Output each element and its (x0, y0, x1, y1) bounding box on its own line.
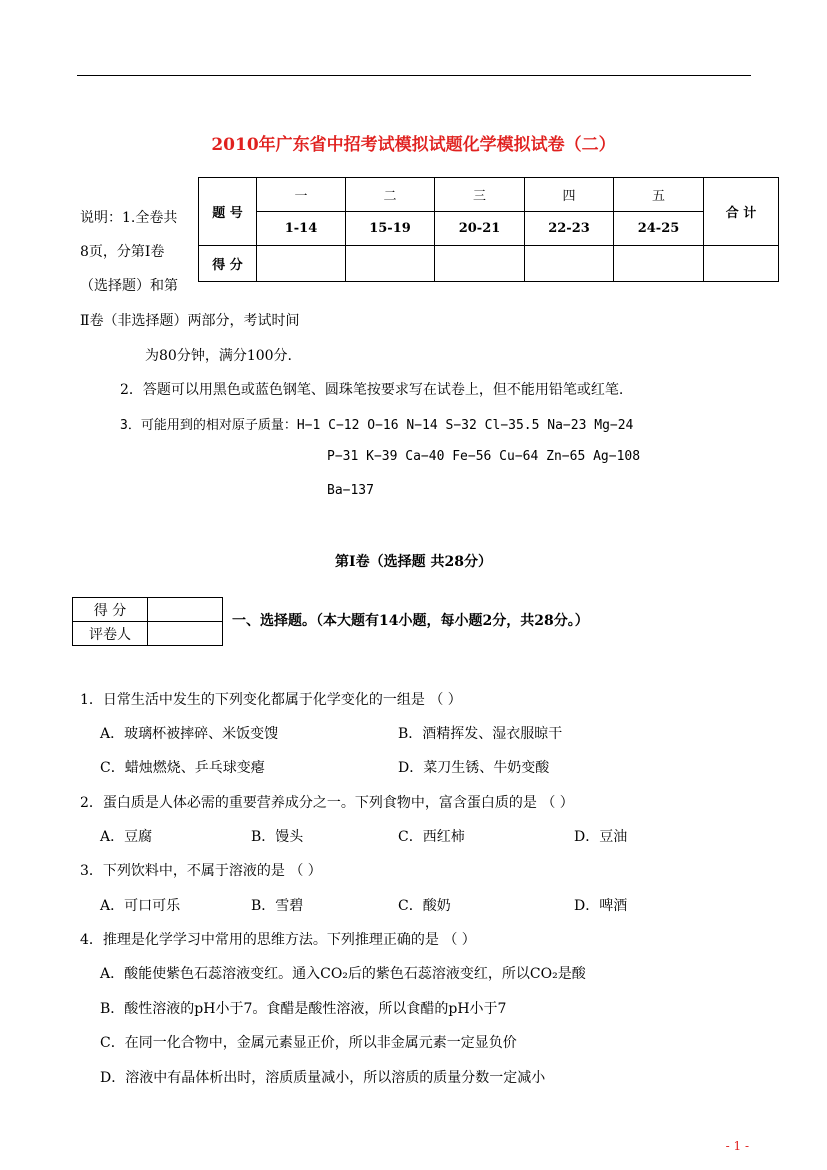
score-cell[interactable] (614, 246, 704, 282)
part-header: 二 (346, 178, 435, 212)
instruction-line: 为80分钟，满分100分. (145, 348, 292, 364)
part-header: 四 (525, 178, 614, 212)
exam-title: 2010年广东省中招考试模拟试题化学模拟试卷（二） (211, 135, 616, 155)
score-cell[interactable] (257, 246, 346, 282)
question-stem: 1．日常生活中发生的下列变化都属于化学变化的一组是 （ ） (80, 692, 462, 708)
instruction-line: 8页，分第Ⅰ卷 (80, 244, 165, 260)
range-cell: 1-14 (257, 212, 346, 246)
question-option[interactable]: A．可口可乐 (100, 898, 181, 914)
score-cell[interactable] (346, 246, 435, 282)
question-option[interactable]: D．啤酒 (574, 898, 628, 914)
question-option[interactable]: A．酸能使紫色石蕊溶液变红。通入CO₂后的紫色石蕊溶液变红，所以CO₂是酸 (100, 966, 586, 982)
question-option[interactable]: A．豆腐 (100, 829, 153, 845)
question-option[interactable]: C．在同一化合物中，金属元素显正价，所以非金属元素一定显负价 (100, 1035, 517, 1051)
score-table (198, 177, 779, 282)
question-number-label: 题 号 (199, 178, 257, 246)
question-stem: 4．推理是化学学习中常用的思维方法。下列推理正确的是 （ ） (80, 932, 476, 948)
question-option[interactable]: D．溶液中有晶体析出时，溶质质量减小，所以溶质的质量分数一定减小 (100, 1070, 546, 1086)
question-option[interactable]: A．玻璃杯被摔碎、米饭变馊 (100, 726, 279, 742)
question-option[interactable]: C．蜡烛燃烧、乒乓球变瘪 (100, 760, 265, 776)
total-score-cell[interactable] (704, 246, 779, 282)
question-option[interactable]: B．雪碧 (251, 898, 304, 914)
question-option[interactable]: B．馒头 (251, 829, 304, 845)
instruction-line: （选择题）和第 (80, 278, 178, 294)
score-label: 得 分 (199, 246, 257, 282)
part-header: 三 (435, 178, 525, 212)
score-cell[interactable] (525, 246, 614, 282)
instruction-line: 2．答题可以用黑色或蓝色钢笔、圆珠笔按要求写在试卷上，但不能用铅笔或红笔. (120, 382, 624, 398)
question-option[interactable]: C．西红柿 (398, 829, 465, 845)
reviewer-label: 评卷人 (73, 622, 148, 646)
score-label: 得 分 (73, 598, 148, 622)
reviewer-table (72, 597, 223, 646)
range-cell: 24-25 (614, 212, 704, 246)
range-cell: 22-23 (525, 212, 614, 246)
atomic-mass-line: P−31 K−39 Ca−40 Fe−56 Cu−64 Zn−65 Ag−108 (327, 449, 641, 464)
score-cell[interactable] (148, 598, 223, 622)
reviewer-cell[interactable] (148, 622, 223, 646)
section-heading: 第Ⅰ卷（选择题 共28分） (335, 554, 492, 570)
score-cell[interactable] (435, 246, 525, 282)
question-option[interactable]: D．豆油 (574, 829, 628, 845)
part-header: 五 (614, 178, 704, 212)
range-cell: 20-21 (435, 212, 525, 246)
section-instruction: 一、选择题。（本大题有14小题，每小题2分，共28分。） (232, 613, 589, 629)
total-label: 合 计 (704, 178, 779, 246)
part-header: 一 (257, 178, 346, 212)
page-number: - 1 - (725, 1139, 749, 1153)
question-stem: 2．蛋白质是人体必需的重要营养成分之一。下列食物中，富含蛋白质的是 （ ） (80, 795, 574, 811)
atomic-mass-line: Ba−137 (327, 483, 374, 498)
atomic-mass-line: 3．可能用到的相对原子质量：H−1 C−12 O−16 N−14 S−32 Cl−35.5 Na−23 Mg−24 (120, 418, 634, 433)
instruction-line: Ⅱ卷（非选择题）两部分，考试时间 (80, 313, 300, 329)
question-option[interactable]: B．酒精挥发、湿衣服晾干 (398, 726, 563, 742)
question-option[interactable]: C．酸奶 (398, 898, 451, 914)
question-stem: 3．下列饮料中，不属于溶液的是 （ ） (80, 863, 322, 879)
range-cell: 15-19 (346, 212, 435, 246)
header-rule (77, 75, 751, 76)
instruction-line: 说明：1.全卷共 (80, 210, 178, 226)
question-option[interactable]: D．菜刀生锈、牛奶变酸 (398, 760, 550, 776)
question-option[interactable]: B．酸性溶液的pH小于7。食醋是酸性溶液，所以食醋的pH小于7 (100, 1001, 507, 1017)
